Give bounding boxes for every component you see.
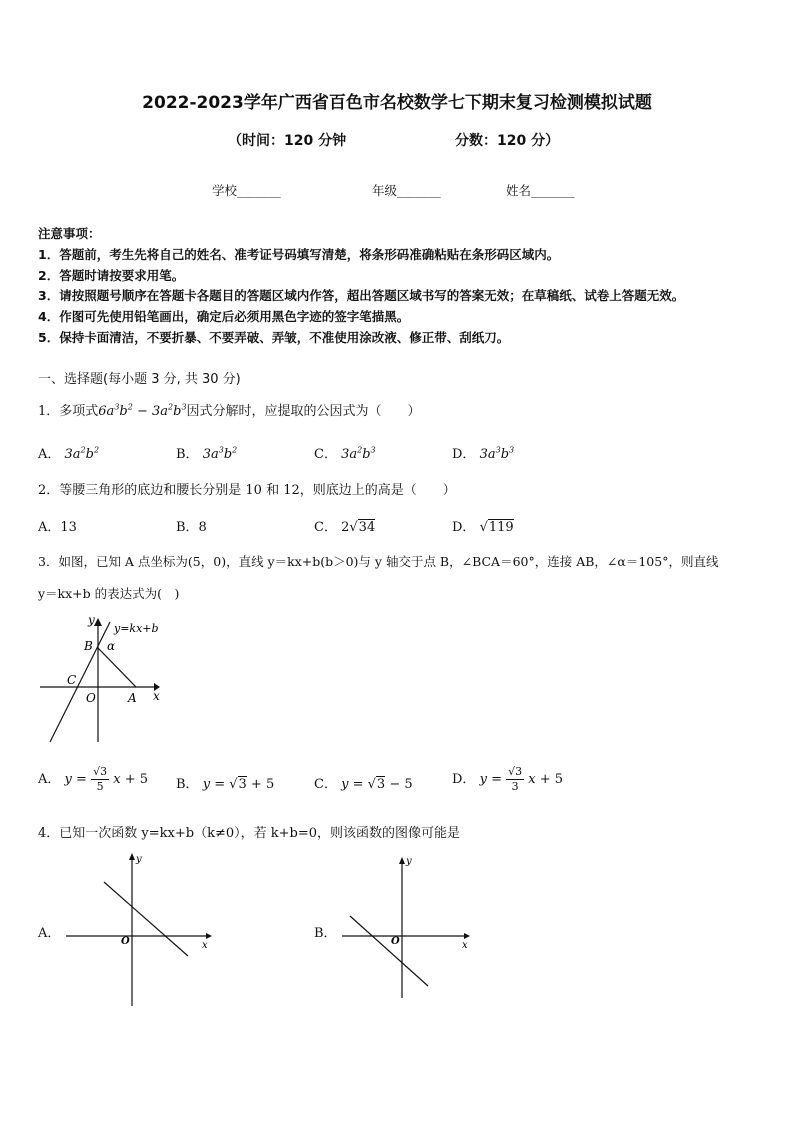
notice-item: 3．请按照题号顺序在答题卡各题目的答题区域内作答，超出答题区域书写的答案无效；在草稿纸、试卷上答题无效。 — [38, 288, 685, 304]
q3-figure — [36, 612, 166, 747]
origin-label: O — [391, 936, 400, 947]
y-label: y — [88, 613, 95, 627]
point-a-label: A — [128, 691, 137, 705]
time-limit: （时间：120 分钟 — [228, 133, 347, 149]
section-heading: 一、选择题(每小题 3 分, 共 30 分) — [38, 372, 241, 387]
q3-option-b[interactable]: B． y = √3 + 5 — [176, 777, 275, 792]
q1-option-d[interactable]: D． $3a^3b^3$ — [452, 445, 515, 462]
segment-ab — [98, 648, 136, 687]
q1-option-a[interactable]: A． $3a^2b^2$ — [38, 445, 100, 462]
question-3-line2: y＝kx+b 的表达式为( ) — [38, 586, 180, 601]
q2-option-a[interactable]: A．13 — [38, 520, 77, 535]
x-axis-arrow — [206, 933, 212, 939]
q3-option-c[interactable]: C． y = √3 − 5 — [314, 777, 413, 792]
exam-title: 2022-2023学年广西省百色市名校数学七下期末复习检测模拟试题 — [142, 93, 652, 113]
x-label: x — [153, 689, 160, 703]
notice-title: 注意事项： — [38, 226, 101, 241]
q4-graph-b — [340, 850, 480, 1010]
q3-option-a[interactable]: A． y = $\frac{√3}{5}$ x + 5 — [38, 765, 148, 793]
question-1 — [38, 400, 421, 419]
graph-line — [350, 916, 428, 986]
name-field[interactable]: 姓名_______ — [506, 183, 575, 198]
origin-label: O — [121, 936, 130, 947]
grade-field[interactable]: 年级_______ — [372, 183, 441, 198]
line-equation-label: y=kx+b — [114, 622, 159, 635]
q1-prefix: 1．多项式 — [38, 404, 99, 419]
y-label: y — [406, 856, 412, 867]
q2-option-b[interactable]: B．8 — [176, 520, 207, 535]
q1-suffix: 因式分解时，应提取的公因式为（ ） — [186, 404, 421, 419]
q1-option-c[interactable]: C． $3a^2b^3$ — [314, 445, 376, 462]
q4-graph-a — [64, 850, 224, 1010]
notice-item: 4．作图可先使用铅笔画出，确定后必须用黑色字迹的签字笔描黑。 — [38, 309, 410, 325]
x-label: x — [202, 940, 208, 951]
y-axis-arrow — [129, 853, 135, 860]
notice-block — [38, 224, 684, 349]
y-axis-arrow — [94, 618, 102, 626]
point-b-label: B — [84, 639, 93, 653]
line-kx-b — [50, 622, 110, 742]
y-axis-arrow — [399, 857, 405, 864]
point-c-label: C — [67, 673, 77, 687]
q4-option-a[interactable]: A． — [38, 926, 61, 941]
angle-alpha-label: α — [107, 639, 116, 653]
origin-label: O — [86, 691, 96, 705]
notice-item: 1．答题前，考生先将自己的姓名、准考证号码填写清楚，将条形码准确粘贴在条形码区域内。 — [38, 246, 560, 262]
question-4: 4．已知一次函数 y=kx+b（k≠0），若 k+b=0，则该函数的图像可能是 — [38, 826, 460, 841]
q1-option-b[interactable]: B． $3a^3b^2$ — [176, 445, 238, 462]
x-axis-arrow — [464, 933, 470, 939]
question-3-line1: 3．如图，已知 A 点坐标为(5，0)，直线 y＝kx+b(b＞0)与 y 轴交于点 B，∠BCA＝60°，连接 AB，∠α＝105°，则直线 — [38, 554, 719, 569]
q4-option-b[interactable]: B． — [314, 926, 337, 941]
q1-expression: $6a^3b^2 - 3a^2b^3$ — [98, 402, 187, 419]
question-2: 2．等腰三角形的底边和腰长分别是 10 和 12，则底边上的高是（ ） — [38, 483, 456, 498]
q3-option-d[interactable]: D． y = $\frac{√3}{3}$ x + 5 — [452, 765, 564, 793]
notice-item: 2．答题时请按要求用笔。 — [38, 267, 185, 283]
q2-option-d[interactable]: D． √119 — [452, 520, 514, 535]
school-field[interactable]: 学校_______ — [212, 183, 281, 198]
q2-option-c[interactable]: C． 2√34 — [314, 520, 376, 535]
x-label: x — [462, 940, 468, 951]
y-label: y — [136, 854, 142, 865]
graph-line — [104, 882, 188, 956]
notice-item: 5．保持卡面清洁，不要折暴、不要弄破、弄皱，不准使用涂改液、修正带、刮纸刀。 — [38, 329, 510, 345]
total-score: 分数：120 分） — [455, 133, 560, 149]
